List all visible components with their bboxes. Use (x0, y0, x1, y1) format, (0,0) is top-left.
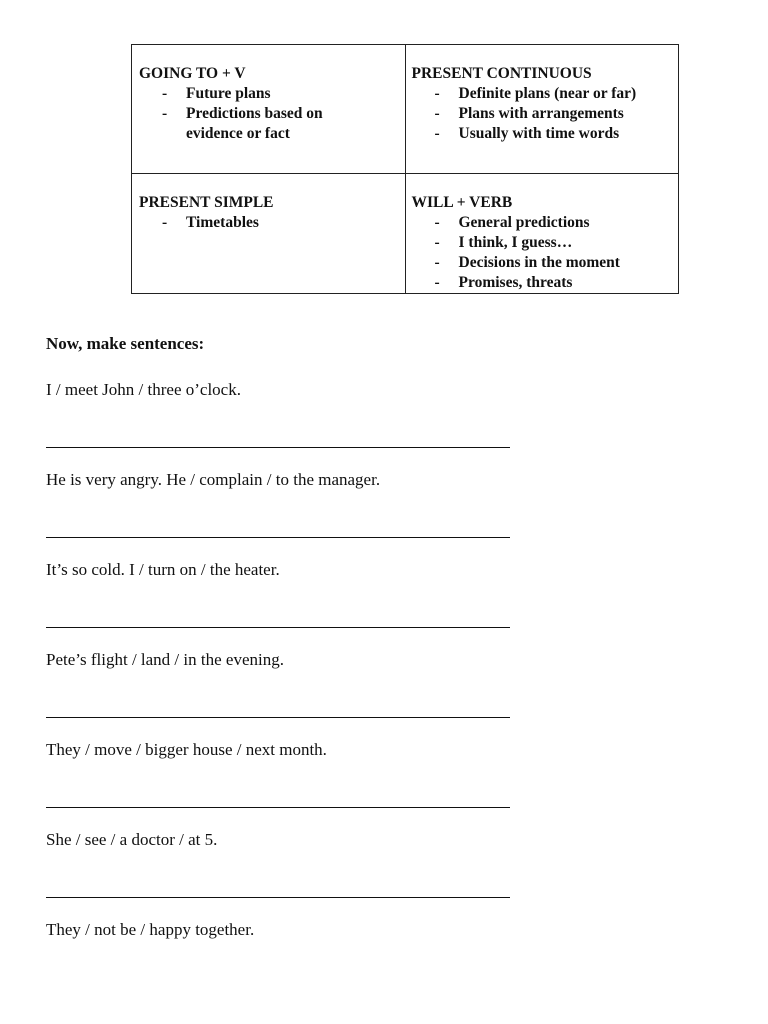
cell-title: PRESENT SIMPLE (139, 194, 274, 211)
list-item-text: Definite plans (near or far) (458, 85, 637, 102)
list-item (139, 84, 405, 104)
table-row (132, 45, 679, 174)
dash-bullet: - (434, 105, 440, 122)
list-item (412, 273, 679, 293)
table-row (132, 174, 679, 294)
dash-bullet: - (434, 214, 440, 231)
exercise-prompt: Pete’s flight / land / in the evening. (46, 650, 284, 669)
dash-bullet: - (162, 105, 168, 122)
present-continuous-cell (405, 45, 679, 174)
dash-bullet: - (434, 125, 440, 142)
dash-bullet: - (434, 274, 440, 291)
cell-list (412, 84, 679, 144)
cell-title: PRESENT CONTINUOUS (411, 65, 592, 82)
dash-bullet: - (434, 234, 440, 251)
exercise-prompt: They / not be / happy together. (46, 920, 255, 939)
cell-list (139, 84, 405, 144)
list-item-text: General predictions (458, 214, 590, 231)
dash-bullet: - (162, 214, 168, 231)
list-item-text: Decisions in the moment (458, 254, 620, 271)
grammar-summary-table (131, 44, 679, 294)
list-item (412, 233, 679, 253)
cell-list (139, 213, 405, 233)
list-item-text: Plans with arrangements (458, 105, 624, 122)
list-item (139, 104, 405, 144)
exercise-prompt: I / meet John / three o’clock. (46, 380, 241, 399)
going-to-cell (132, 45, 406, 174)
exercise-prompt: They / move / bigger house / next month. (46, 740, 327, 759)
exercise-prompt: He is very angry. He / complain / to the manager. (46, 470, 381, 489)
list-item (139, 213, 405, 233)
list-item-text: Predictions based on evidence or fact (186, 105, 323, 142)
dash-bullet: - (434, 254, 440, 271)
present-simple-cell (132, 174, 406, 294)
dash-bullet: - (434, 85, 440, 102)
answer-line[interactable] (46, 427, 510, 448)
answer-line[interactable] (46, 877, 510, 898)
list-item (412, 253, 679, 273)
list-item (412, 84, 679, 104)
list-item (412, 213, 679, 233)
list-item (412, 104, 679, 124)
list-item-text: I think, I guess… (458, 234, 573, 251)
dash-bullet: - (162, 85, 168, 102)
list-item-text: Usually with time words (458, 125, 620, 142)
list-item-text: Promises, threats (458, 274, 573, 291)
list-item (412, 124, 679, 144)
answer-line[interactable] (46, 787, 510, 808)
answer-line[interactable] (46, 697, 510, 718)
exercise-list (46, 380, 746, 940)
exercise-heading: Now, make sentences: (46, 334, 205, 353)
exercise-prompt: It’s so cold. I / turn on / the heater. (46, 560, 280, 579)
answer-line[interactable] (46, 517, 510, 538)
list-item-text: Timetables (186, 214, 259, 231)
cell-title: WILL + VERB (411, 194, 513, 211)
answer-line[interactable] (46, 607, 510, 628)
cell-title: GOING TO + V (139, 65, 246, 82)
cell-list (412, 213, 679, 293)
exercise-prompt: She / see / a doctor / at 5. (46, 830, 218, 849)
list-item-text: Future plans (186, 85, 271, 102)
will-verb-cell (405, 174, 679, 294)
